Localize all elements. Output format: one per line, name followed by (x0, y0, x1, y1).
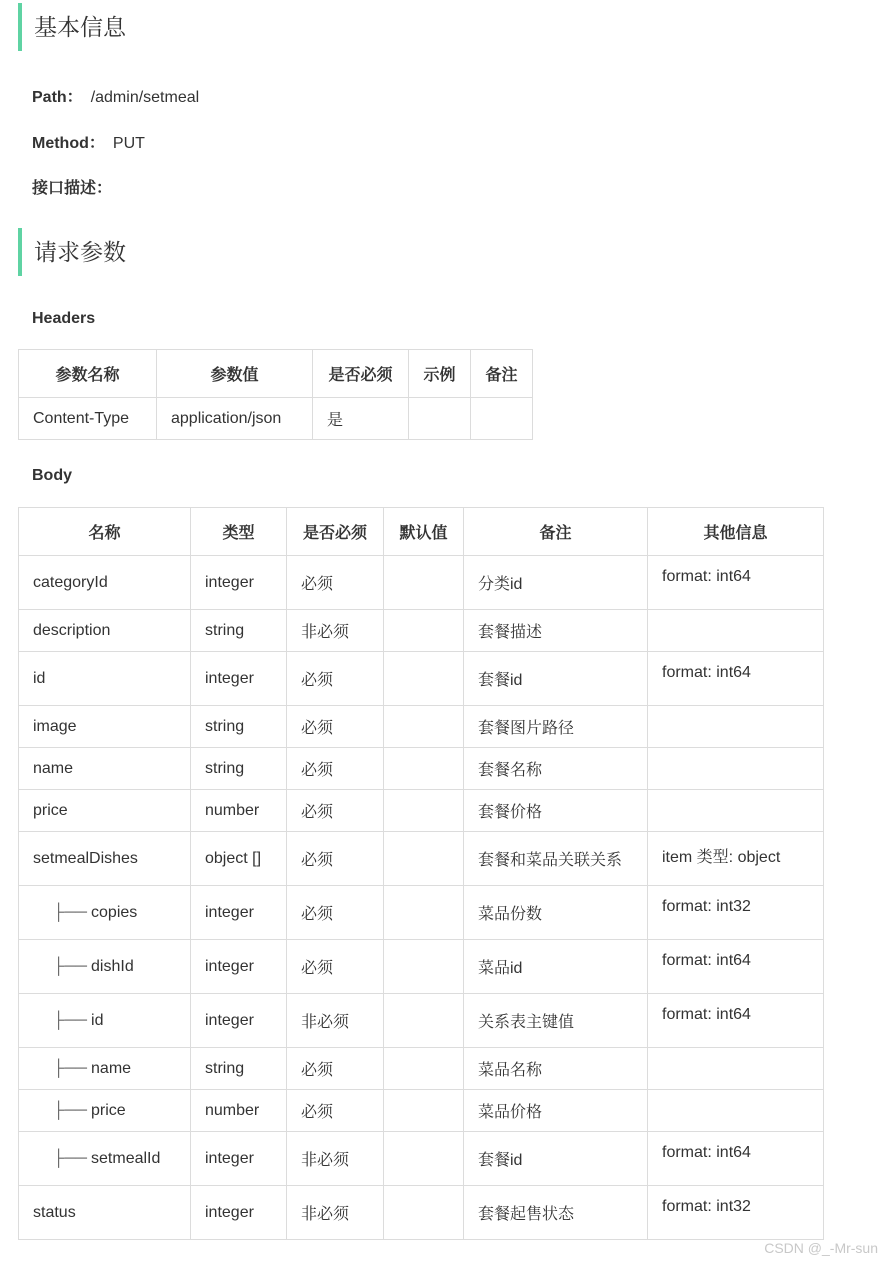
info-cell: format: int64 (648, 652, 824, 706)
field-name: price (33, 801, 68, 819)
table-row (19, 610, 824, 652)
field-type-cell: integer (191, 1132, 287, 1186)
info-cell: format: int64 (648, 556, 824, 610)
field-type-cell: integer (191, 556, 287, 610)
note-cell: 套餐起售状态 (464, 1186, 648, 1240)
headers-heading: Headers (32, 310, 96, 327)
table-row (19, 652, 824, 706)
default-cell (384, 994, 464, 1048)
field-type-cell: string (191, 706, 287, 748)
info-cell: format: int32 (648, 886, 824, 940)
field-name-cell (19, 1048, 191, 1090)
default-cell (384, 886, 464, 940)
required-cell: 必须 (287, 706, 384, 748)
field-name: setmealDishes (33, 849, 138, 867)
default-cell (384, 790, 464, 832)
note-cell: 菜品价格 (464, 1090, 648, 1132)
note-cell: 套餐id (464, 652, 648, 706)
column-header: 参数值 (157, 350, 313, 398)
note-cell: 套餐价格 (464, 790, 648, 832)
info-cell (648, 748, 824, 790)
note-cell: 分类id (464, 556, 648, 610)
field-name: status (33, 1203, 76, 1221)
info-cell (648, 790, 824, 832)
field-name-cell (19, 790, 191, 832)
note-cell: 菜品份数 (464, 886, 648, 940)
method-row (32, 130, 145, 153)
column-header: 是否必须 (287, 508, 384, 556)
table-row (19, 398, 533, 440)
field-type-cell: integer (191, 886, 287, 940)
column-header: 其他信息 (648, 508, 824, 556)
table-row (19, 1186, 824, 1240)
column-header: 类型 (191, 508, 287, 556)
note-cell: 套餐id (464, 1132, 648, 1186)
field-type-cell: number (191, 1090, 287, 1132)
table-row (19, 1132, 824, 1186)
field-name-cell (19, 556, 191, 610)
default-cell (384, 748, 464, 790)
table-row (19, 706, 824, 748)
required-cell: 非必须 (287, 610, 384, 652)
required-cell: 必须 (287, 940, 384, 994)
field-name-cell (19, 610, 191, 652)
default-cell (384, 832, 464, 886)
column-header: 示例 (409, 350, 471, 398)
field-name: description (33, 621, 111, 639)
required-cell: 必须 (287, 652, 384, 706)
tree-branch-icon: ├── (53, 1149, 88, 1167)
description-label: 接口描述： (32, 180, 113, 197)
default-cell (384, 610, 464, 652)
column-header: 默认值 (384, 508, 464, 556)
info-cell: format: int64 (648, 940, 824, 994)
section-title-basic-info: 基本信息 (18, 3, 634, 51)
required-cell: 必须 (287, 748, 384, 790)
table-row (19, 886, 824, 940)
column-header: 备注 (464, 508, 648, 556)
default-cell (384, 1132, 464, 1186)
field-name: categoryId (33, 573, 108, 591)
table-row (19, 832, 824, 886)
path-label: Path： (32, 89, 83, 106)
body-table-header-row (19, 508, 824, 556)
field-name: image (33, 717, 77, 735)
headers-table (18, 349, 533, 440)
field-name-cell (19, 994, 191, 1048)
column-header: 是否必须 (313, 350, 409, 398)
info-cell: format: int32 (648, 1186, 824, 1240)
field-name: dishId (91, 957, 134, 975)
field-type-cell: integer (191, 1186, 287, 1240)
field-name: id (91, 1011, 104, 1029)
body-heading: Body (32, 467, 72, 484)
field-type-cell: string (191, 748, 287, 790)
field-name-cell (19, 706, 191, 748)
field-name-cell (19, 1132, 191, 1186)
note-cell: 套餐名称 (464, 748, 648, 790)
description-row (32, 175, 120, 198)
field-name-cell (19, 886, 191, 940)
field-name-cell (19, 940, 191, 994)
field-type-cell: string (191, 1048, 287, 1090)
default-cell (384, 1048, 464, 1090)
required-cell: 必须 (287, 1048, 384, 1090)
tree-branch-icon: ├── (53, 1059, 88, 1077)
note-cell: 套餐和菜品关联关系 (464, 832, 648, 886)
required-cell: 非必须 (287, 1132, 384, 1186)
field-name: price (91, 1101, 126, 1119)
tree-branch-icon: ├── (53, 1101, 88, 1119)
field-type-cell: object [] (191, 832, 287, 886)
table-cell: 是 (313, 398, 409, 440)
path-row (32, 84, 199, 107)
default-cell (384, 652, 464, 706)
note-cell: 菜品名称 (464, 1048, 648, 1090)
column-header: 备注 (471, 350, 533, 398)
field-type-cell: integer (191, 940, 287, 994)
tree-branch-icon: ├── (53, 1011, 88, 1029)
table-cell (409, 398, 471, 440)
table-row (19, 748, 824, 790)
info-cell (648, 610, 824, 652)
default-cell (384, 940, 464, 994)
field-type-cell: number (191, 790, 287, 832)
info-cell (648, 1048, 824, 1090)
field-name: copies (91, 903, 138, 921)
table-row (19, 994, 824, 1048)
default-cell (384, 556, 464, 610)
required-cell: 必须 (287, 790, 384, 832)
field-name-cell (19, 652, 191, 706)
required-cell: 必须 (287, 1090, 384, 1132)
field-name-cell (19, 1090, 191, 1132)
watermark: CSDN @_-Mr-sun (764, 1240, 878, 1256)
field-name: name (33, 759, 74, 777)
table-cell (471, 398, 533, 440)
field-name: id (33, 669, 46, 687)
required-cell: 非必须 (287, 1186, 384, 1240)
method-value: PUT (112, 135, 145, 152)
table-row (19, 1048, 824, 1090)
note-cell: 套餐描述 (464, 610, 648, 652)
field-type-cell: integer (191, 994, 287, 1048)
required-cell: 非必须 (287, 994, 384, 1048)
field-name-cell (19, 1186, 191, 1240)
note-cell: 菜品id (464, 940, 648, 994)
tree-branch-icon: ├── (53, 957, 88, 975)
info-cell (648, 706, 824, 748)
body-table (18, 507, 824, 1240)
required-cell: 必须 (287, 556, 384, 610)
column-header: 名称 (19, 508, 191, 556)
field-type-cell: integer (191, 652, 287, 706)
table-row (19, 1090, 824, 1132)
field-name-cell (19, 832, 191, 886)
required-cell: 必须 (287, 886, 384, 940)
field-name: setmealId (91, 1149, 161, 1167)
required-cell: 必须 (287, 832, 384, 886)
table-row (19, 790, 824, 832)
info-cell (648, 1090, 824, 1132)
tree-branch-icon: ├── (53, 903, 88, 921)
table-row (19, 556, 824, 610)
info-cell: format: int64 (648, 1132, 824, 1186)
default-cell (384, 706, 464, 748)
headers-table-header-row (19, 350, 533, 398)
default-cell (384, 1090, 464, 1132)
default-cell (384, 1186, 464, 1240)
field-name: name (91, 1059, 132, 1077)
info-cell: format: int64 (648, 994, 824, 1048)
section-title-request-params: 请求参数 (18, 228, 634, 276)
note-cell: 套餐图片路径 (464, 706, 648, 748)
method-label: Method： (32, 135, 105, 152)
column-header: 参数名称 (19, 350, 157, 398)
path-value: /admin/setmeal (90, 89, 200, 106)
table-cell: application/json (157, 398, 313, 440)
field-type-cell: string (191, 610, 287, 652)
info-cell: item 类型: object (648, 832, 824, 886)
table-row (19, 940, 824, 994)
table-cell: Content-Type (19, 398, 157, 440)
field-name-cell (19, 748, 191, 790)
note-cell: 关系表主键值 (464, 994, 648, 1048)
